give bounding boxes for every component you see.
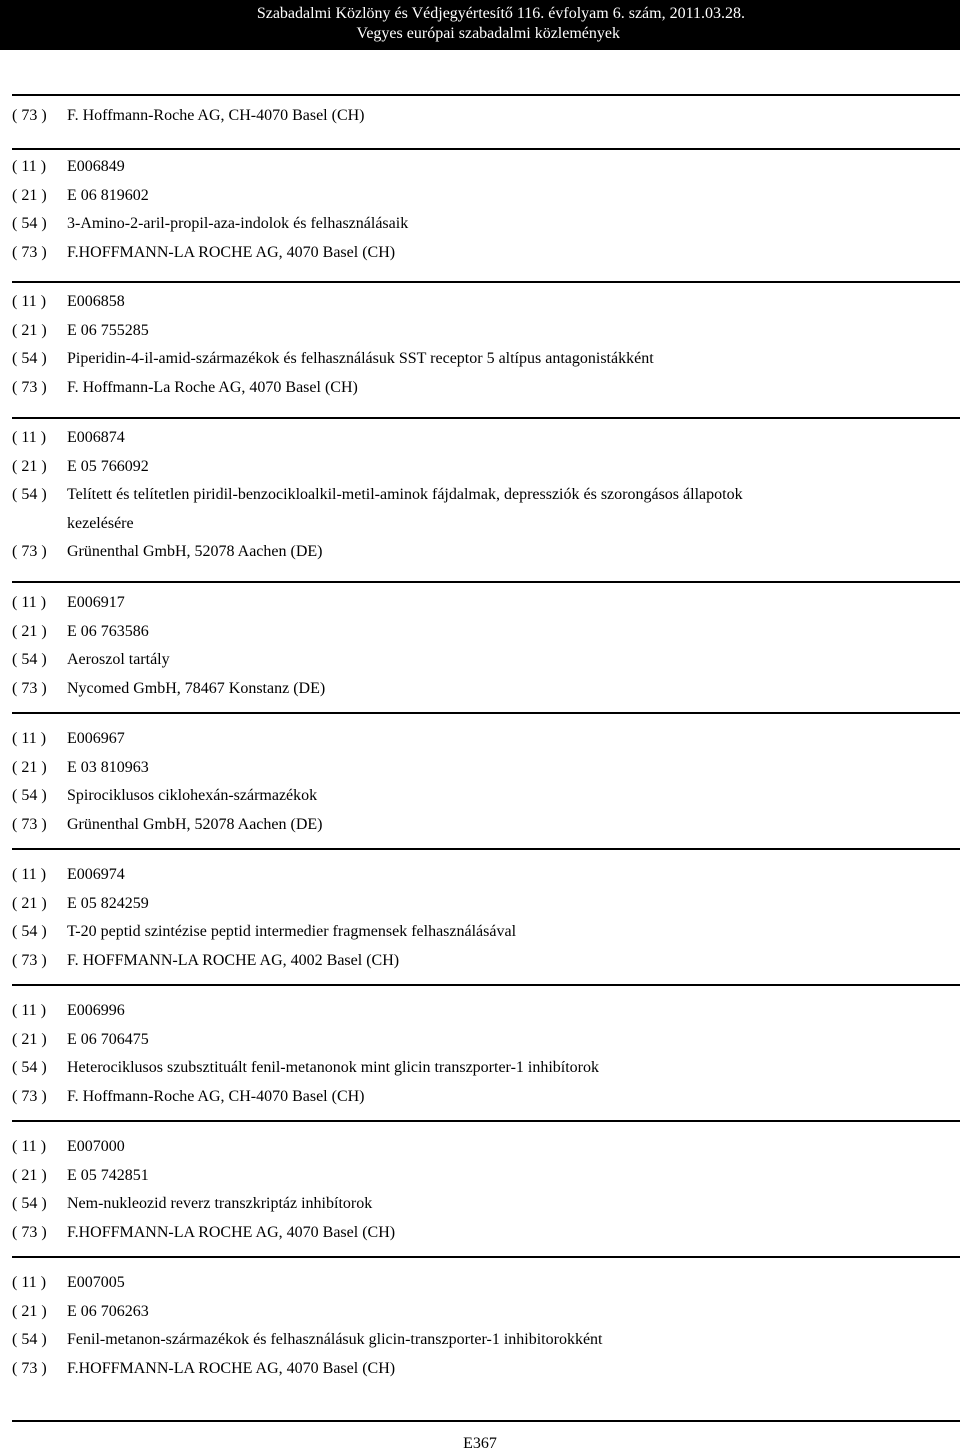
entry-row (0, 481, 960, 510)
field-code: ( 73 ) (12, 1359, 47, 1377)
patent-entry (0, 861, 960, 975)
field-value: Nem-nukleozid reverz transzkriptáz inhibítorok (67, 1195, 373, 1212)
field-code: ( 54 ) (12, 651, 47, 668)
field-value: Grünenthal GmbH, 52078 Aachen (DE) (67, 543, 323, 560)
field-code: ( 11 ) (12, 1002, 47, 1019)
patent-entry (0, 725, 960, 839)
entry-row (0, 153, 960, 182)
field-value: E 06 706475 (67, 1030, 149, 1048)
entry-row (0, 345, 960, 374)
patent-entry (0, 153, 960, 267)
entry-row (0, 618, 960, 647)
field-value: E006974 (67, 866, 125, 883)
footer-divider (12, 1420, 960, 1422)
field-code: ( 54 ) (12, 486, 47, 503)
patent-entry (0, 997, 960, 1111)
patent-entry (0, 1269, 960, 1383)
entry-row (0, 1355, 960, 1384)
entry-divider (12, 712, 960, 714)
entry-row (0, 453, 960, 482)
patent-entry (0, 424, 960, 567)
field-code: ( 73 ) (12, 1223, 47, 1241)
field-code: ( 11 ) (12, 293, 47, 310)
patent-entry (0, 288, 960, 402)
field-value: kezelésére (67, 514, 134, 532)
field-value: F. HOFFMANN-LA ROCHE AG, 4002 Basel (CH) (67, 951, 400, 969)
field-value: E006874 (67, 429, 125, 446)
field-value: Telített és telítetlen piridil-benzocikloalkil-metil-aminok fájdalmak, depressziók és szorongásos állapotok (67, 486, 743, 503)
field-value: E007005 (67, 1274, 125, 1291)
field-value: E007000 (67, 1138, 125, 1155)
entry-row (0, 210, 960, 239)
entry-divider (12, 848, 960, 850)
field-code: ( 11 ) (12, 1274, 47, 1291)
entry-divider (12, 94, 960, 96)
field-value: Fenil-metanon-származékok és felhasználásuk glicin-transzporter-1 inhibitorokként (67, 1331, 603, 1348)
field-code: ( 73 ) (12, 679, 47, 697)
field-code: ( 21 ) (12, 186, 47, 204)
field-value: F.HOFFMANN-LA ROCHE AG, 4070 Basel (CH) (67, 1359, 396, 1377)
field-code: ( 73 ) (12, 378, 47, 396)
entry-row (0, 1026, 960, 1055)
field-code: ( 21 ) (12, 457, 47, 475)
field-code: ( 21 ) (12, 758, 47, 776)
field-value: F. Hoffmann-La Roche AG, 4070 Basel (CH) (67, 378, 358, 396)
entry-row (0, 646, 960, 675)
entry-row (0, 918, 960, 947)
field-code: ( 73 ) (12, 815, 47, 833)
field-code: ( 11 ) (12, 429, 47, 446)
entry-row (0, 861, 960, 890)
patent-entry (0, 102, 960, 131)
field-value: Spirociklusos ciklohexán-származékok (67, 787, 318, 804)
field-code: ( 73 ) (12, 243, 47, 261)
entry-row (0, 1190, 960, 1219)
field-value: E 05 742851 (67, 1166, 149, 1184)
entry-row (0, 374, 960, 403)
entry-divider (12, 148, 960, 150)
patent-entry (0, 589, 960, 703)
field-code: ( 11 ) (12, 1138, 47, 1155)
field-value: T-20 peptid szintézise peptid intermedier fragmensek felhasználásával (67, 923, 517, 940)
field-value: 3-Amino-2-aril-propil-aza-indolok és felhasználásaik (67, 215, 409, 232)
entry-row (0, 288, 960, 317)
entry-row (0, 538, 960, 567)
field-code: ( 54 ) (12, 923, 47, 940)
field-code: ( 54 ) (12, 215, 47, 232)
field-code: ( 21 ) (12, 622, 47, 640)
journal-title: Szabadalmi Közlöny és Védjegyértesítő 116. évfolyam 6. szám, 2011.03.28. (256, 5, 745, 22)
field-value: E 06 706263 (67, 1302, 149, 1320)
section-title: Vegyes európai szabadalmi közlemények (356, 25, 620, 42)
page-header (0, 0, 960, 50)
field-code: ( 21 ) (12, 321, 47, 339)
field-code: ( 73 ) (12, 543, 47, 560)
entry-row (0, 1083, 960, 1112)
field-value: E006917 (67, 594, 125, 611)
field-value: Piperidin-4-il-amid-származékok és felhasználásuk SST receptor 5 altípus antagonistákként (67, 350, 654, 367)
entry-row (0, 1162, 960, 1191)
entry-row (0, 510, 960, 539)
field-value: F. Hoffmann-Roche AG, CH-4070 Basel (CH) (67, 1087, 365, 1105)
field-value: Heterociklusos szubsztituált fenil-metanonok mint glicin transzporter-1 inhibítorok (67, 1059, 599, 1076)
field-value: F. Hoffmann-Roche AG, CH-4070 Basel (CH) (67, 107, 365, 124)
field-value: E006996 (67, 1002, 125, 1019)
field-code: ( 11 ) (12, 730, 47, 747)
field-value: E 03 810963 (67, 758, 149, 776)
entry-row (0, 754, 960, 783)
field-code: ( 54 ) (12, 1331, 47, 1348)
entry-row (0, 424, 960, 453)
field-code: ( 21 ) (12, 1302, 47, 1320)
entry-divider (12, 984, 960, 986)
field-code: ( 11 ) (12, 594, 47, 611)
field-code: ( 73 ) (12, 951, 47, 969)
entry-row (0, 890, 960, 919)
patent-entry (0, 1133, 960, 1247)
field-value: E006858 (67, 293, 125, 310)
field-value: E 06 755285 (67, 321, 149, 339)
field-value: F.HOFFMANN-LA ROCHE AG, 4070 Basel (CH) (67, 243, 396, 261)
field-value: E 06 819602 (67, 186, 149, 204)
entry-row (0, 317, 960, 346)
entry-row (0, 1133, 960, 1162)
entry-row (0, 782, 960, 811)
entry-row (0, 725, 960, 754)
page-number: E367 (463, 1435, 497, 1452)
entry-row (0, 1326, 960, 1355)
field-value: E006967 (67, 730, 125, 747)
field-value: E 06 763586 (67, 622, 149, 640)
field-code: ( 54 ) (12, 787, 47, 804)
entry-row (0, 675, 960, 704)
field-code: ( 11 ) (12, 866, 47, 883)
entry-row (0, 1219, 960, 1248)
field-value: E006849 (67, 158, 125, 175)
entry-row (0, 947, 960, 976)
field-code: ( 73 ) (12, 1087, 47, 1105)
entry-divider (12, 1120, 960, 1122)
entry-divider (12, 417, 960, 419)
field-value: Nycomed GmbH, 78467 Konstanz (DE) (67, 679, 326, 697)
entry-row (0, 102, 960, 131)
entry-row (0, 1298, 960, 1327)
field-code: ( 73 ) (12, 107, 47, 124)
field-code: ( 54 ) (12, 1195, 47, 1212)
field-code: ( 54 ) (12, 350, 47, 367)
entry-row (0, 239, 960, 268)
entry-row (0, 997, 960, 1026)
entry-divider (12, 281, 960, 283)
field-code: ( 54 ) (12, 1059, 47, 1076)
field-code: ( 21 ) (12, 1030, 47, 1048)
entry-row (0, 1054, 960, 1083)
entry-row (0, 1269, 960, 1298)
field-value: E 05 766092 (67, 457, 149, 475)
entry-row (0, 182, 960, 211)
field-code: ( 21 ) (12, 894, 47, 912)
entry-divider (12, 1256, 960, 1258)
field-value: Grünenthal GmbH, 52078 Aachen (DE) (67, 815, 323, 833)
field-value: Aeroszol tartály (67, 651, 170, 668)
entry-divider (12, 581, 960, 583)
entry-row (0, 589, 960, 618)
field-code: ( 21 ) (12, 1166, 47, 1184)
entry-row (0, 811, 960, 840)
field-value: F.HOFFMANN-LA ROCHE AG, 4070 Basel (CH) (67, 1223, 396, 1241)
field-code: ( 11 ) (12, 158, 47, 175)
field-value: E 05 824259 (67, 894, 149, 912)
